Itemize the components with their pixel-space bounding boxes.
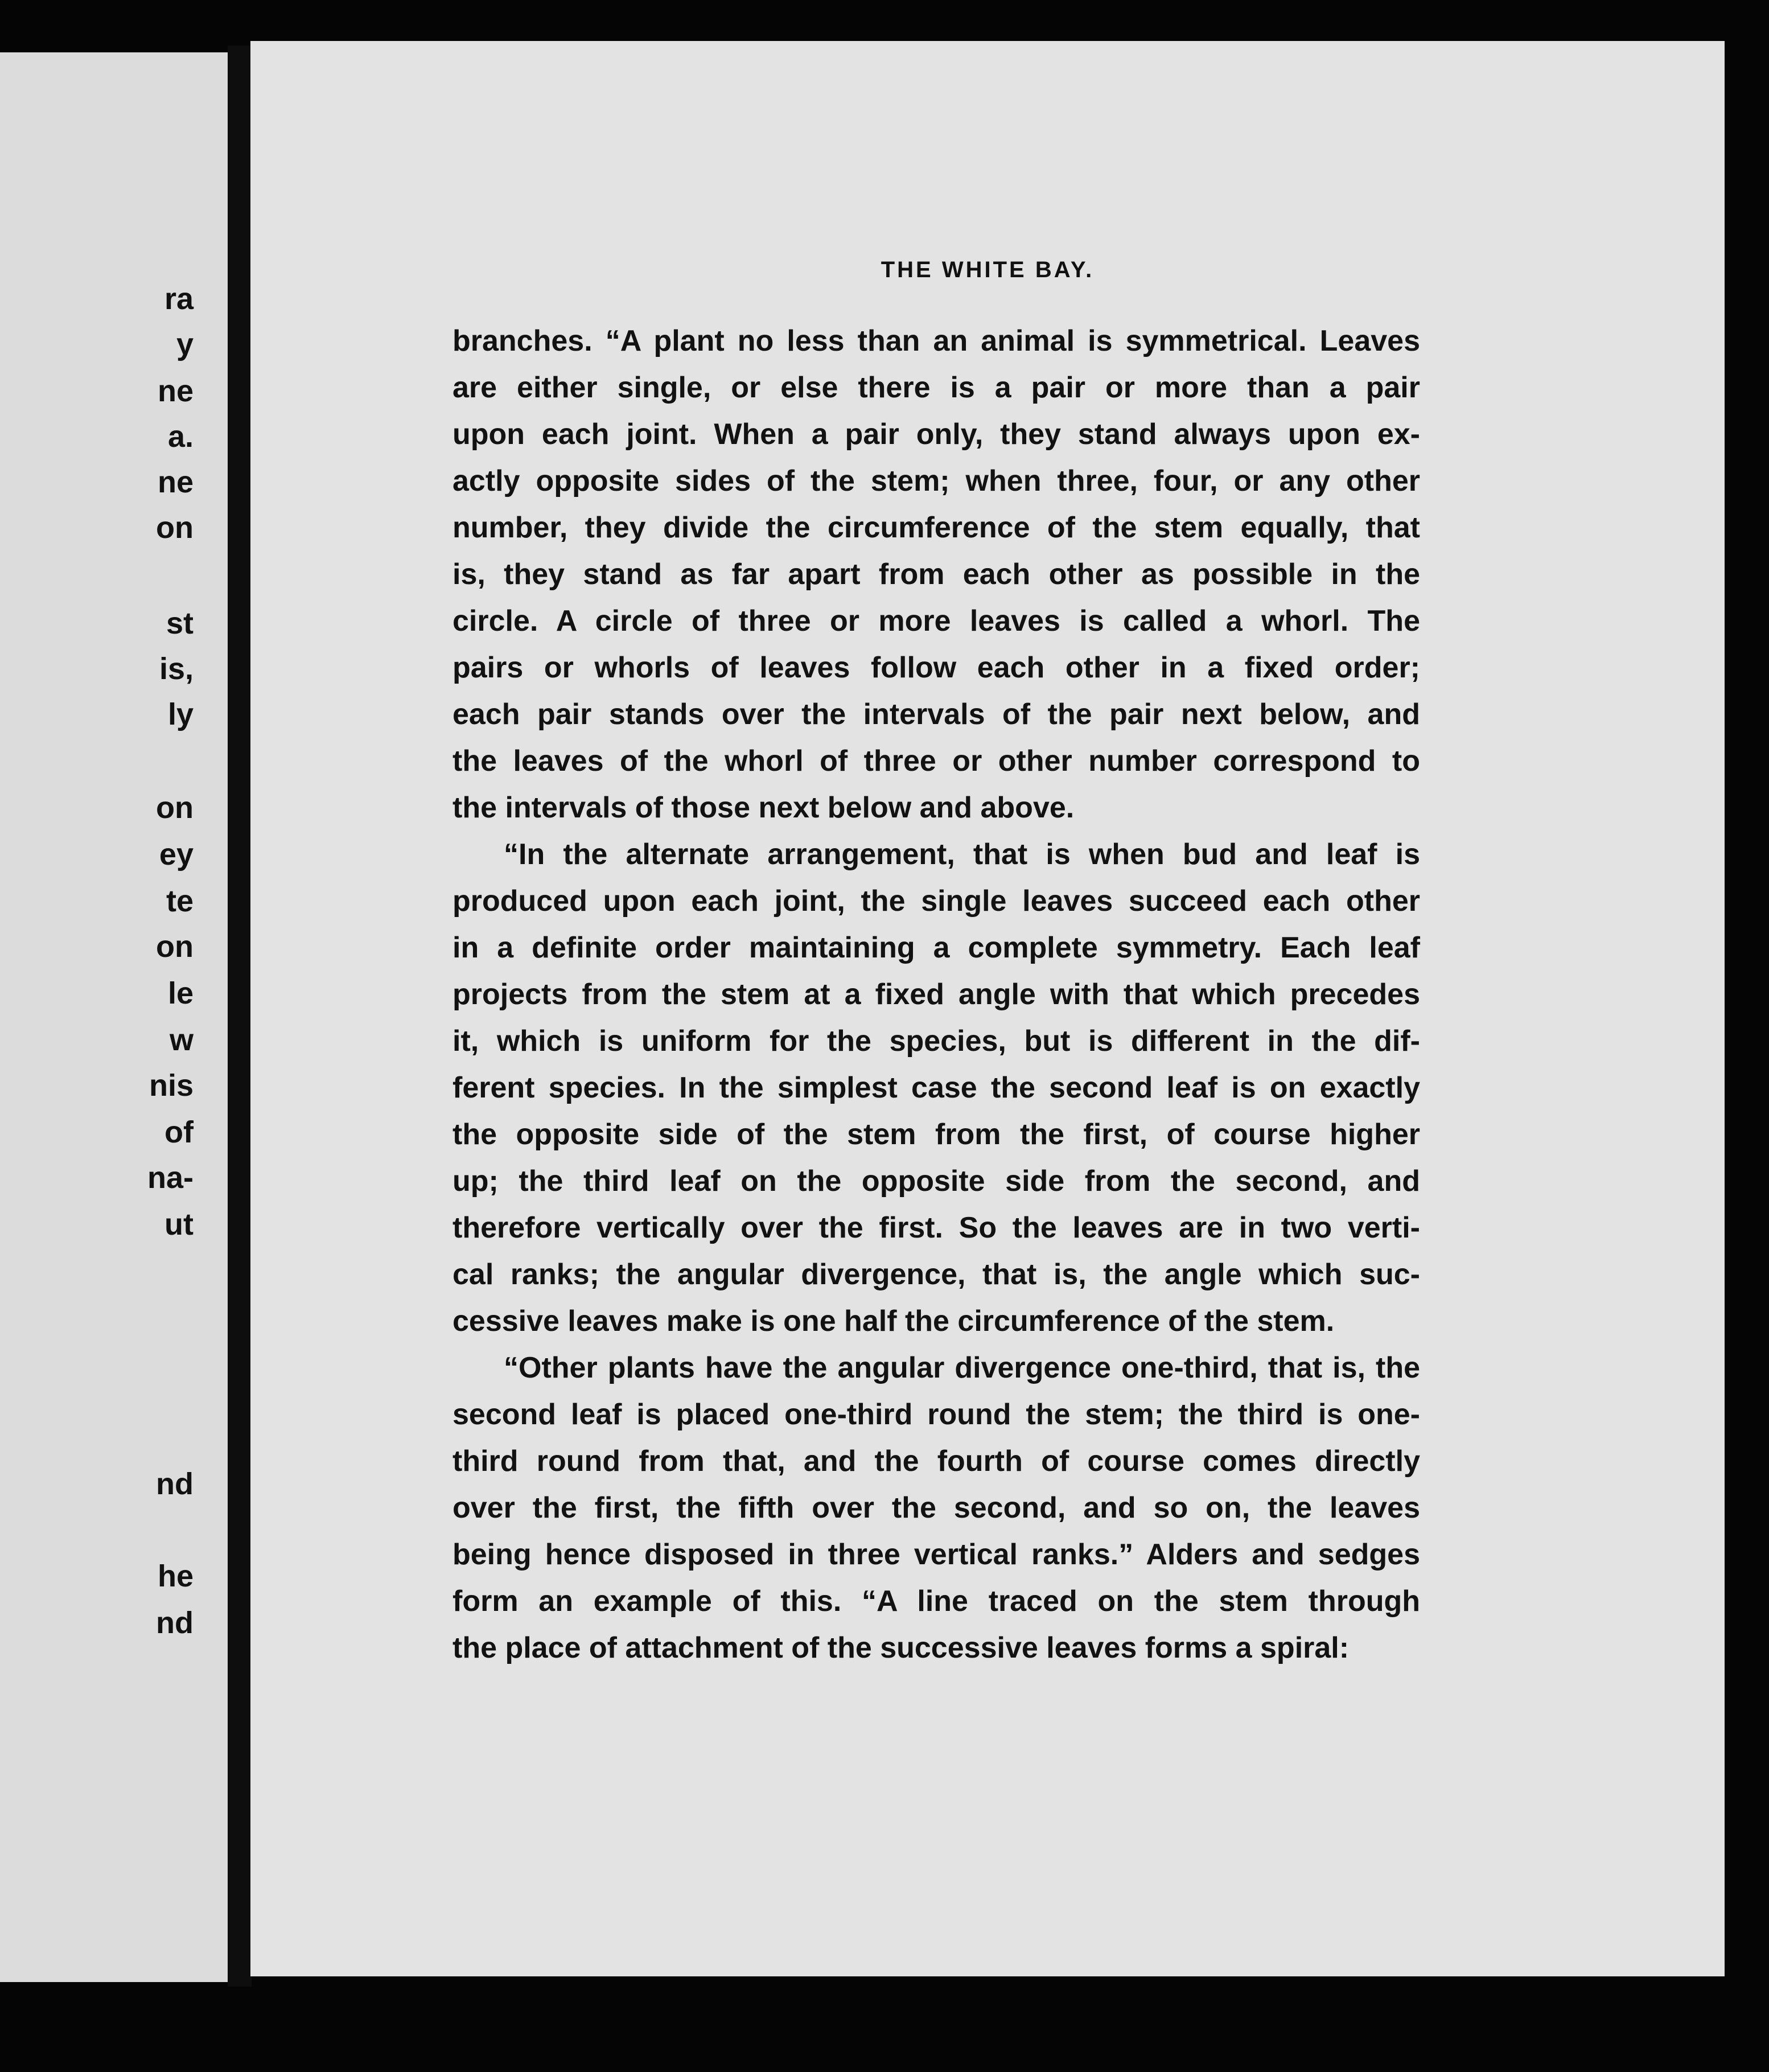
left-page-line-fragment: w <box>169 1023 194 1057</box>
text-line: produced upon each joint, the single leaves succeed each other <box>452 885 1420 918</box>
text-line: the opposite side of the stem from the first, of course higher <box>452 1118 1420 1151</box>
text-line: therefore vertically over the first. So the leaves are in two verti- <box>452 1211 1420 1244</box>
text-line: over the first, the fifth over the second, and so on, the leaves <box>452 1491 1420 1524</box>
text-line: “In the alternate arrangement, that is when bud and leaf is <box>504 838 1420 871</box>
left-page-line-fragment: on <box>156 511 194 545</box>
left-page-line-fragment: is, <box>159 652 194 686</box>
text-line: the place of attachment of the successive leaves forms a spiral: <box>452 1631 1350 1664</box>
text-line: the leaves of the whorl of three or other number correspond to <box>452 745 1420 778</box>
left-page-line-fragment: ly <box>167 697 194 731</box>
left-page-line-fragment: nd <box>156 1606 194 1640</box>
text-line: third round from that, and the fourth of course comes directly <box>452 1445 1420 1478</box>
left-page-line-fragment: st <box>166 606 194 640</box>
text-line: form an example of this. “A line traced on the stem through <box>452 1585 1420 1618</box>
text-line: cessive leaves make is one half the circumference of the stem. <box>452 1305 1335 1338</box>
text-line: in a definite order maintaining a complete symmetry. Each leaf <box>452 931 1420 964</box>
left-page-line-fragment: y <box>176 327 194 361</box>
left-page-line-fragment: ra <box>164 282 194 316</box>
text-line: ferent species. In the simplest case the second leaf is on exactly <box>452 1071 1420 1104</box>
left-page-line-fragment: ut <box>164 1207 194 1241</box>
text-line: projects from the stem at a fixed angle with that which precedes <box>452 978 1420 1011</box>
text-line: being hence disposed in three vertical ranks.” Alders and sedges <box>452 1538 1420 1571</box>
text-line: circle. A circle of three or more leaves is called a whorl. The <box>452 605 1420 638</box>
left-page-line-fragment: a. <box>167 420 194 454</box>
left-page-line-fragment: on <box>156 791 194 825</box>
left-page-line-fragment: ne <box>157 465 194 499</box>
left-page-fragment <box>0 52 228 1982</box>
running-head: THE WHITE BAY. <box>881 257 1095 282</box>
left-page-line-fragment: nis <box>149 1068 194 1103</box>
text-line: actly opposite sides of the stem; when three, four, or any other <box>452 464 1420 498</box>
text-line: branches. “A plant no less than an animal is symmetrical. Leaves <box>452 324 1420 357</box>
text-line: is, they stand as far apart from each other as possible in the <box>452 558 1420 591</box>
left-page-line-fragment: te <box>166 884 194 918</box>
book-page <box>250 41 1725 1976</box>
paragraph <box>452 1345 1420 1671</box>
paragraph <box>452 318 1420 831</box>
left-page-line-fragment: he <box>157 1559 194 1593</box>
text-line: cal ranks; the angular divergence, that is, the angle which suc- <box>452 1258 1420 1291</box>
left-page-line-fragment: ey <box>159 837 194 871</box>
text-line: each pair stands over the intervals of the pair next below, and <box>452 698 1420 731</box>
text-line: pairs or whorls of leaves follow each other in a fixed order; <box>452 651 1420 684</box>
paragraph <box>452 831 1420 1345</box>
left-page-line-fragment: on <box>156 930 194 964</box>
text-line: up; the third leaf on the opposite side from the second, and <box>452 1165 1420 1198</box>
text-line: “Other plants have the angular divergence one-third, that is, the <box>504 1351 1420 1384</box>
text-line: are either single, or else there is a pair or more than a pair <box>452 371 1420 404</box>
left-page-line-fragment: le <box>167 976 194 1010</box>
page-body-text <box>452 318 1420 1671</box>
text-line: it, which is uniform for the species, but is different in the dif- <box>452 1025 1420 1058</box>
left-page-line-fragment: ne <box>157 374 194 408</box>
text-line: number, they divide the circumference of the stem equally, that <box>452 511 1420 544</box>
text-line: second leaf is placed one-third round the stem; the third is one- <box>452 1398 1420 1431</box>
left-page-line-fragment: nd <box>156 1467 194 1501</box>
book-gutter <box>228 46 252 1987</box>
text-line: the intervals of those next below and above. <box>452 791 1075 824</box>
left-page-line-fragment: na- <box>147 1161 194 1195</box>
left-page-line-fragment: of <box>164 1115 194 1149</box>
text-line: upon each joint. When a pair only, they stand always upon ex- <box>452 418 1420 451</box>
